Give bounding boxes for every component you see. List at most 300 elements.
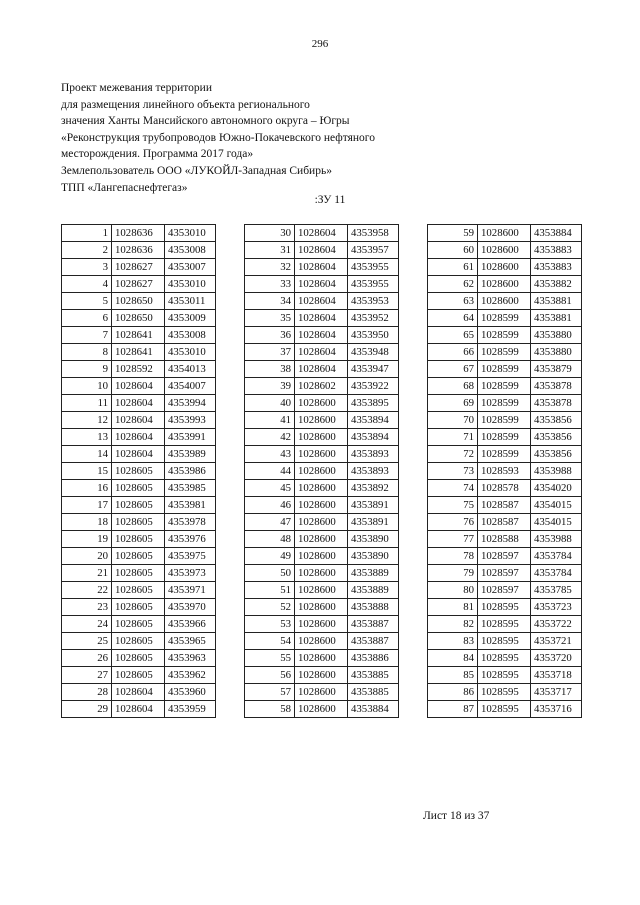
x-coordinate-cell: 1028595 (478, 701, 531, 718)
table-row (245, 395, 399, 412)
document-header (61, 80, 481, 196)
point-number-cell: 65 (428, 327, 478, 344)
table-row (62, 616, 216, 633)
point-number-cell: 64 (428, 310, 478, 327)
plot-label: :ЗУ 11 (314, 194, 346, 206)
y-coordinate-cell: 4353959 (165, 701, 216, 718)
table-row (428, 412, 582, 429)
x-coordinate-cell: 1028604 (112, 446, 165, 463)
x-coordinate-cell: 1028627 (112, 276, 165, 293)
y-coordinate-cell: 4353887 (348, 616, 399, 633)
table-row (245, 582, 399, 599)
table-row (428, 497, 582, 514)
point-number-cell: 12 (62, 412, 112, 429)
table-row (62, 548, 216, 565)
table-row (245, 599, 399, 616)
x-coordinate-cell: 1028599 (478, 344, 531, 361)
coordinates-table-3 (427, 224, 582, 718)
sheet-footer: Лист 18 из 37 (423, 810, 490, 822)
y-coordinate-cell: 4353963 (165, 650, 216, 667)
x-coordinate-cell: 1028605 (112, 480, 165, 497)
x-coordinate-cell: 1028605 (112, 463, 165, 480)
point-number-cell: 73 (428, 463, 478, 480)
table-row (428, 650, 582, 667)
table-row (245, 684, 399, 701)
table-row (245, 378, 399, 395)
y-coordinate-cell: 4353007 (165, 259, 216, 276)
point-number-cell: 42 (245, 429, 295, 446)
y-coordinate-cell: 4353716 (531, 701, 582, 718)
point-number-cell: 16 (62, 480, 112, 497)
table-row (245, 242, 399, 259)
y-coordinate-cell: 4353884 (348, 701, 399, 718)
x-coordinate-cell: 1028600 (295, 429, 348, 446)
x-coordinate-cell: 1028636 (112, 225, 165, 242)
point-number-cell: 27 (62, 667, 112, 684)
point-number-cell: 41 (245, 412, 295, 429)
table-row (428, 463, 582, 480)
x-coordinate-cell: 1028600 (478, 242, 531, 259)
x-coordinate-cell: 1028600 (478, 225, 531, 242)
y-coordinate-cell: 4353856 (531, 446, 582, 463)
table-row (245, 446, 399, 463)
x-coordinate-cell: 1028605 (112, 667, 165, 684)
x-coordinate-cell: 1028605 (112, 650, 165, 667)
point-number-cell: 26 (62, 650, 112, 667)
y-coordinate-cell: 4353718 (531, 667, 582, 684)
y-coordinate-cell: 4353891 (348, 497, 399, 514)
table-row (62, 327, 216, 344)
point-number-cell: 63 (428, 293, 478, 310)
x-coordinate-cell: 1028600 (295, 395, 348, 412)
y-coordinate-cell: 4353962 (165, 667, 216, 684)
coordinates-table-2 (244, 224, 399, 718)
table-row (428, 429, 582, 446)
point-number-cell: 21 (62, 565, 112, 582)
point-number-cell: 58 (245, 701, 295, 718)
point-number-cell: 29 (62, 701, 112, 718)
table-row (62, 293, 216, 310)
y-coordinate-cell: 4353960 (165, 684, 216, 701)
table-row (245, 548, 399, 565)
y-coordinate-cell: 4353947 (348, 361, 399, 378)
point-number-cell: 67 (428, 361, 478, 378)
point-number-cell: 18 (62, 514, 112, 531)
table-row (245, 463, 399, 480)
x-coordinate-cell: 1028641 (112, 327, 165, 344)
x-coordinate-cell: 1028600 (295, 582, 348, 599)
y-coordinate-cell: 4353965 (165, 633, 216, 650)
x-coordinate-cell: 1028587 (478, 514, 531, 531)
x-coordinate-cell: 1028599 (478, 310, 531, 327)
header-line: Проект межевания территории (61, 82, 212, 94)
x-coordinate-cell: 1028605 (112, 633, 165, 650)
point-number-cell: 54 (245, 633, 295, 650)
y-coordinate-cell: 4353785 (531, 582, 582, 599)
table-row (245, 429, 399, 446)
table-row (428, 344, 582, 361)
x-coordinate-cell: 1028600 (295, 650, 348, 667)
point-number-cell: 15 (62, 463, 112, 480)
point-number-cell: 19 (62, 531, 112, 548)
table-row (62, 378, 216, 395)
point-number-cell: 72 (428, 446, 478, 463)
x-coordinate-cell: 1028600 (295, 463, 348, 480)
y-coordinate-cell: 4353891 (348, 514, 399, 531)
x-coordinate-cell: 1028578 (478, 480, 531, 497)
y-coordinate-cell: 4354007 (165, 378, 216, 395)
coordinates-table-1 (61, 224, 216, 718)
point-number-cell: 86 (428, 684, 478, 701)
y-coordinate-cell: 4353890 (348, 531, 399, 548)
x-coordinate-cell: 1028597 (478, 565, 531, 582)
x-coordinate-cell: 1028604 (112, 684, 165, 701)
x-coordinate-cell: 1028600 (295, 548, 348, 565)
table-row (245, 480, 399, 497)
table-row (428, 276, 582, 293)
point-number-cell: 8 (62, 344, 112, 361)
table-row (62, 463, 216, 480)
y-coordinate-cell: 4353883 (531, 242, 582, 259)
y-coordinate-cell: 4353878 (531, 378, 582, 395)
x-coordinate-cell: 1028604 (112, 378, 165, 395)
point-number-cell: 80 (428, 582, 478, 599)
table-row (62, 650, 216, 667)
table-row (62, 446, 216, 463)
table-row (428, 684, 582, 701)
x-coordinate-cell: 1028604 (112, 701, 165, 718)
table-row (245, 225, 399, 242)
y-coordinate-cell: 4353993 (165, 412, 216, 429)
point-number-cell: 22 (62, 582, 112, 599)
y-coordinate-cell: 4353722 (531, 616, 582, 633)
y-coordinate-cell: 4353953 (348, 293, 399, 310)
table-row (62, 259, 216, 276)
table-row (62, 565, 216, 582)
x-coordinate-cell: 1028599 (478, 378, 531, 395)
point-number-cell: 77 (428, 531, 478, 548)
table-row (62, 310, 216, 327)
x-coordinate-cell: 1028600 (295, 599, 348, 616)
table-row (428, 514, 582, 531)
table-row (428, 616, 582, 633)
table-row (62, 599, 216, 616)
table-row (62, 633, 216, 650)
point-number-cell: 62 (428, 276, 478, 293)
point-number-cell: 61 (428, 259, 478, 276)
header-line: Землепользователь ООО «ЛУКОЙЛ-Западная Сибирь» (61, 164, 332, 177)
point-number-cell: 45 (245, 480, 295, 497)
x-coordinate-cell: 1028602 (295, 378, 348, 395)
point-number-cell: 10 (62, 378, 112, 395)
point-number-cell: 69 (428, 395, 478, 412)
y-coordinate-cell: 4353886 (348, 650, 399, 667)
x-coordinate-cell: 1028605 (112, 514, 165, 531)
y-coordinate-cell: 4353989 (165, 446, 216, 463)
y-coordinate-cell: 4354015 (531, 514, 582, 531)
x-coordinate-cell: 1028595 (478, 650, 531, 667)
y-coordinate-cell: 4353880 (531, 344, 582, 361)
y-coordinate-cell: 4353720 (531, 650, 582, 667)
point-number-cell: 35 (245, 310, 295, 327)
table-row (428, 225, 582, 242)
table-row (62, 361, 216, 378)
x-coordinate-cell: 1028604 (295, 361, 348, 378)
point-number-cell: 5 (62, 293, 112, 310)
x-coordinate-cell: 1028600 (295, 514, 348, 531)
point-number-cell: 75 (428, 497, 478, 514)
point-number-cell: 28 (62, 684, 112, 701)
y-coordinate-cell: 4353784 (531, 548, 582, 565)
point-number-cell: 31 (245, 242, 295, 259)
point-number-cell: 3 (62, 259, 112, 276)
y-coordinate-cell: 4353010 (165, 344, 216, 361)
point-number-cell: 37 (245, 344, 295, 361)
point-number-cell: 14 (62, 446, 112, 463)
y-coordinate-cell: 4353881 (531, 293, 582, 310)
x-coordinate-cell: 1028599 (478, 327, 531, 344)
x-coordinate-cell: 1028599 (478, 429, 531, 446)
point-number-cell: 33 (245, 276, 295, 293)
header-line: значения Ханты Мансийского автономного округа – Югры (61, 115, 350, 128)
y-coordinate-cell: 4353856 (531, 429, 582, 446)
y-coordinate-cell: 4353981 (165, 497, 216, 514)
point-number-cell: 76 (428, 514, 478, 531)
x-coordinate-cell: 1028593 (478, 463, 531, 480)
y-coordinate-cell: 4353976 (165, 531, 216, 548)
y-coordinate-cell: 4353991 (165, 429, 216, 446)
y-coordinate-cell: 4353878 (531, 395, 582, 412)
point-number-cell: 52 (245, 599, 295, 616)
y-coordinate-cell: 4353958 (348, 225, 399, 242)
table-row (428, 548, 582, 565)
y-coordinate-cell: 4353717 (531, 684, 582, 701)
point-number-cell: 71 (428, 429, 478, 446)
table-row (62, 344, 216, 361)
x-coordinate-cell: 1028605 (112, 548, 165, 565)
point-number-cell: 81 (428, 599, 478, 616)
y-coordinate-cell: 4353971 (165, 582, 216, 599)
table-row (245, 361, 399, 378)
point-number-cell: 59 (428, 225, 478, 242)
y-coordinate-cell: 4353889 (348, 582, 399, 599)
x-coordinate-cell: 1028604 (295, 344, 348, 361)
point-number-cell: 43 (245, 446, 295, 463)
x-coordinate-cell: 1028600 (295, 497, 348, 514)
point-number-cell: 46 (245, 497, 295, 514)
y-coordinate-cell: 4353894 (348, 412, 399, 429)
y-coordinate-cell: 4353890 (348, 548, 399, 565)
y-coordinate-cell: 4353889 (348, 565, 399, 582)
y-coordinate-cell: 4353887 (348, 633, 399, 650)
point-number-cell: 38 (245, 361, 295, 378)
y-coordinate-cell: 4353882 (531, 276, 582, 293)
point-number-cell: 79 (428, 565, 478, 582)
point-number-cell: 11 (62, 395, 112, 412)
table-row (62, 395, 216, 412)
table-row (62, 497, 216, 514)
point-number-cell: 25 (62, 633, 112, 650)
table-row (428, 582, 582, 599)
y-coordinate-cell: 4353856 (531, 412, 582, 429)
point-number-cell: 68 (428, 378, 478, 395)
point-number-cell: 17 (62, 497, 112, 514)
table-row (245, 633, 399, 650)
y-coordinate-cell: 4353010 (165, 276, 216, 293)
table-row (245, 259, 399, 276)
x-coordinate-cell: 1028600 (295, 616, 348, 633)
y-coordinate-cell: 4353888 (348, 599, 399, 616)
x-coordinate-cell: 1028604 (112, 429, 165, 446)
table-row (428, 446, 582, 463)
table-row (245, 616, 399, 633)
y-coordinate-cell: 4353986 (165, 463, 216, 480)
y-coordinate-cell: 4353723 (531, 599, 582, 616)
table-row (428, 599, 582, 616)
x-coordinate-cell: 1028592 (112, 361, 165, 378)
table-row (428, 310, 582, 327)
x-coordinate-cell: 1028600 (295, 667, 348, 684)
x-coordinate-cell: 1028600 (295, 446, 348, 463)
point-number-cell: 60 (428, 242, 478, 259)
table-row (245, 667, 399, 684)
x-coordinate-cell: 1028636 (112, 242, 165, 259)
table-row (428, 633, 582, 650)
y-coordinate-cell: 4353009 (165, 310, 216, 327)
header-line: «Реконструкция трубопроводов Южно-Покачевского нефтяного (61, 131, 375, 144)
x-coordinate-cell: 1028600 (295, 412, 348, 429)
x-coordinate-cell: 1028650 (112, 293, 165, 310)
x-coordinate-cell: 1028604 (295, 259, 348, 276)
y-coordinate-cell: 4353922 (348, 378, 399, 395)
y-coordinate-cell: 4353973 (165, 565, 216, 582)
x-coordinate-cell: 1028605 (112, 616, 165, 633)
x-coordinate-cell: 1028588 (478, 531, 531, 548)
table-row (428, 395, 582, 412)
table-row (245, 531, 399, 548)
x-coordinate-cell: 1028597 (478, 548, 531, 565)
point-number-cell: 57 (245, 684, 295, 701)
x-coordinate-cell: 1028595 (478, 599, 531, 616)
y-coordinate-cell: 4353885 (348, 684, 399, 701)
x-coordinate-cell: 1028600 (478, 293, 531, 310)
table-row (245, 344, 399, 361)
y-coordinate-cell: 4353955 (348, 259, 399, 276)
table-row (245, 650, 399, 667)
point-number-cell: 36 (245, 327, 295, 344)
point-number-cell: 23 (62, 599, 112, 616)
y-coordinate-cell: 4353008 (165, 242, 216, 259)
point-number-cell: 4 (62, 276, 112, 293)
table-row (428, 361, 582, 378)
y-coordinate-cell: 4353893 (348, 463, 399, 480)
x-coordinate-cell: 1028599 (478, 395, 531, 412)
table-row (62, 276, 216, 293)
table-row (428, 259, 582, 276)
point-number-cell: 85 (428, 667, 478, 684)
y-coordinate-cell: 4353885 (348, 667, 399, 684)
point-number-cell: 55 (245, 650, 295, 667)
y-coordinate-cell: 4353884 (531, 225, 582, 242)
point-number-cell: 70 (428, 412, 478, 429)
x-coordinate-cell: 1028604 (112, 395, 165, 412)
x-coordinate-cell: 1028595 (478, 633, 531, 650)
table-row (62, 667, 216, 684)
table-row (428, 667, 582, 684)
table-row (245, 412, 399, 429)
point-number-cell: 30 (245, 225, 295, 242)
y-coordinate-cell: 4353892 (348, 480, 399, 497)
x-coordinate-cell: 1028599 (478, 446, 531, 463)
y-coordinate-cell: 4353975 (165, 548, 216, 565)
table-row (245, 293, 399, 310)
table-row (62, 429, 216, 446)
y-coordinate-cell: 4353985 (165, 480, 216, 497)
y-coordinate-cell: 4353978 (165, 514, 216, 531)
point-number-cell: 78 (428, 548, 478, 565)
x-coordinate-cell: 1028650 (112, 310, 165, 327)
point-number-cell: 48 (245, 531, 295, 548)
table-row (245, 310, 399, 327)
x-coordinate-cell: 1028597 (478, 582, 531, 599)
x-coordinate-cell: 1028587 (478, 497, 531, 514)
table-row (62, 242, 216, 259)
y-coordinate-cell: 4353784 (531, 565, 582, 582)
table-row (428, 531, 582, 548)
table-row (428, 701, 582, 718)
point-number-cell: 49 (245, 548, 295, 565)
y-coordinate-cell: 4353955 (348, 276, 399, 293)
point-number-cell: 24 (62, 616, 112, 633)
point-number-cell: 40 (245, 395, 295, 412)
x-coordinate-cell: 1028600 (295, 531, 348, 548)
table-row (62, 684, 216, 701)
header-line: ТПП «Лангепаснефтегаз» (61, 181, 188, 194)
x-coordinate-cell: 1028605 (112, 582, 165, 599)
point-number-cell: 51 (245, 582, 295, 599)
x-coordinate-cell: 1028605 (112, 599, 165, 616)
x-coordinate-cell: 1028605 (112, 565, 165, 582)
x-coordinate-cell: 1028641 (112, 344, 165, 361)
x-coordinate-cell: 1028604 (295, 293, 348, 310)
table-row (245, 497, 399, 514)
y-coordinate-cell: 4353881 (531, 310, 582, 327)
y-coordinate-cell: 4354015 (531, 497, 582, 514)
point-number-cell: 56 (245, 667, 295, 684)
y-coordinate-cell: 4353988 (531, 463, 582, 480)
x-coordinate-cell: 1028627 (112, 259, 165, 276)
x-coordinate-cell: 1028600 (295, 480, 348, 497)
table-row (245, 565, 399, 582)
x-coordinate-cell: 1028599 (478, 412, 531, 429)
point-number-cell: 53 (245, 616, 295, 633)
x-coordinate-cell: 1028604 (295, 242, 348, 259)
point-number-cell: 1 (62, 225, 112, 242)
point-number-cell: 2 (62, 242, 112, 259)
point-number-cell: 47 (245, 514, 295, 531)
y-coordinate-cell: 4353721 (531, 633, 582, 650)
point-number-cell: 44 (245, 463, 295, 480)
y-coordinate-cell: 4353950 (348, 327, 399, 344)
table-row (428, 480, 582, 497)
x-coordinate-cell: 1028595 (478, 684, 531, 701)
y-coordinate-cell: 4353880 (531, 327, 582, 344)
y-coordinate-cell: 4353010 (165, 225, 216, 242)
table-row (62, 514, 216, 531)
y-coordinate-cell: 4353966 (165, 616, 216, 633)
x-coordinate-cell: 1028604 (295, 310, 348, 327)
table-row (428, 378, 582, 395)
